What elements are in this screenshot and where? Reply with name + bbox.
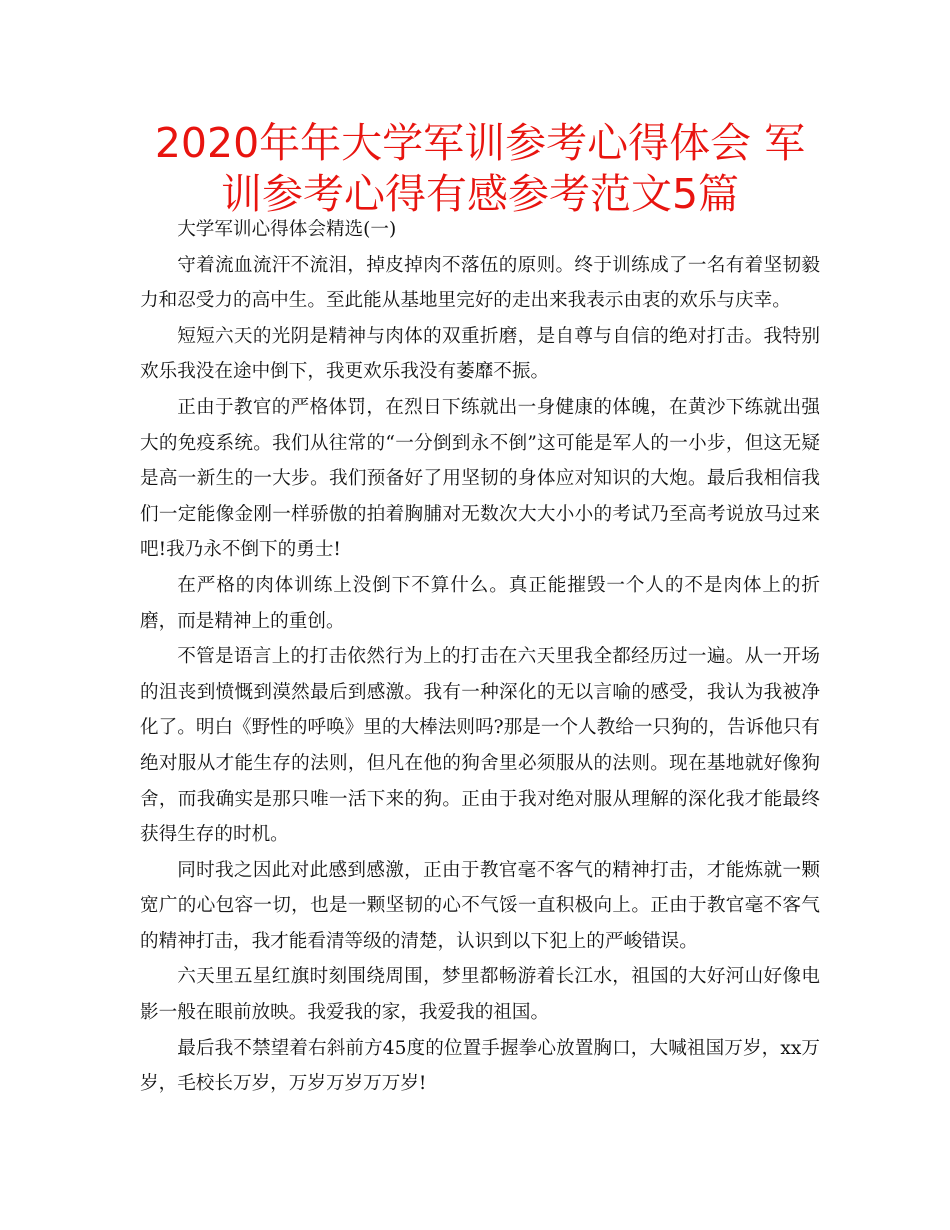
- paragraph: 正由于教官的严格体罚，在烈日下练就出一身健康的体魄，在黄沙下练就出强大的免疫系统。我们从往常的“一分倒到永不倒”这可能是军人的一小步，但这无疑是高一新生的一大步。我们预备好了用坚韧的身体应对知识的大炮。最后我相信我们一定能像金刚一样骄傲的拍着胸脯对无数次大大小小的考试乃至高考说放马过来吧!我乃永不倒下的勇士!: [140, 396, 820, 561]
- paragraph-subtitle: 大学军训心得体会精选(一): [177, 219, 397, 240]
- paragraph: 同时我之因此对此感到感激，正由于教官毫不客气的精神打击，才能炼就一颗宽广的心包容一切，也是一颗坚韧的心不气馁一直积极向上。正由于教官毫不客气的精神打击，我才能看清等级的清楚，认识到以下犯上的严峻错误。: [140, 859, 820, 952]
- paragraph: 短短六天的光阴是精神与肉体的双重折磨，是自尊与自信的绝对打击。我特别欢乐我没在途中倒下，我更欢乐我没有萎靡不振。: [140, 325, 820, 383]
- paragraph: 在严格的肉体训练上没倒下不算什么。真正能摧毁一个人的不是肉体上的折磨，而是精神上的重创。: [140, 574, 820, 632]
- paragraph: 最后我不禁望着右斜前方45度的位置手握拳心放置胸口，大喊祖国万岁，xx万岁，毛校长万岁，万岁万岁万万岁!: [140, 1037, 820, 1095]
- document-title: 2020年年大学军训参考心得体会 军训参考心得有感参考范文5篇: [154, 119, 806, 218]
- paragraph: 不管是语言上的打击依然行为上的打击在六天里我全都经历过一遍。从一开场的沮丧到愤慨到漠然最后到感激。我有一种深化的无以言喻的感受，我认为我被净化了。明白《野性的呼唤》里的大棒法则吗?那是一个人教给一只狗的，告诉他只有绝对服从才能生存的法则，但凡在他的狗舍里必须服从的法则。现在基地就好像狗舍，而我确实是那只唯一活下来的狗。正由于我对绝对服从理解的深化我才能最终获得生存的时机。: [140, 646, 820, 846]
- document-body: [140, 212, 820, 1102]
- paragraph: 六天里五星红旗时刻围绕周围，梦里都畅游着长江水，祖国的大好河山好像电影一般在眼前放映。我爱我的家，我爱我的祖国。: [140, 966, 820, 1024]
- paragraph: 守着流血流汗不流泪，掉皮掉肉不落伍的原则。终于训练成了一名有着坚韧毅力和忍受力的高中生。至此能从基地里完好的走出来我表示由衷的欢乐与庆幸。: [140, 254, 820, 312]
